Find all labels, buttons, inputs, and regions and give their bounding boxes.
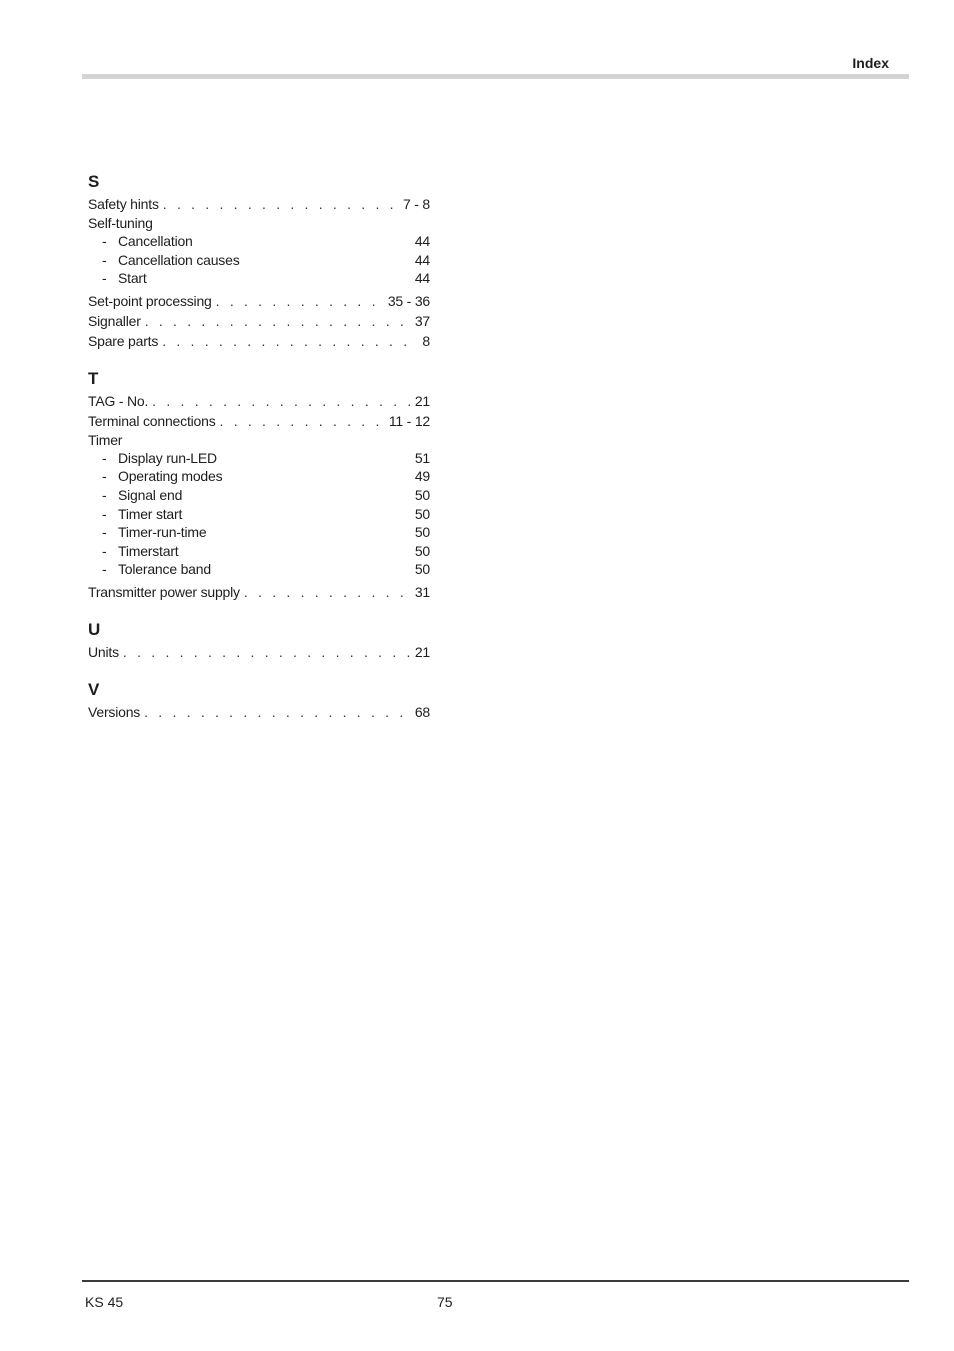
sub-entry-label: Display run-LED [118, 449, 217, 466]
section-letter: U [88, 619, 101, 639]
sub-marker: - [102, 233, 107, 249]
entry-label: Units [88, 643, 119, 660]
entry-page: 68 [414, 703, 430, 720]
sub-entry-page: 50 [414, 486, 430, 503]
index-entry [88, 411, 430, 431]
sub-marker: - [102, 542, 107, 559]
dot-leader [152, 391, 411, 411]
sub-entry-page: 44 [414, 233, 430, 249]
footer-rule [82, 1280, 909, 1282]
sub-marker: - [102, 524, 107, 541]
sub-marker: - [102, 449, 107, 466]
entry-page: 8 [422, 332, 430, 349]
dot-leader [163, 194, 399, 214]
group-label: Self-tuning [88, 215, 153, 231]
sub-marker: - [102, 468, 107, 485]
group-label: Timer [88, 431, 123, 448]
index-entry [88, 702, 430, 722]
dot-leader [244, 582, 411, 602]
index-entry [88, 291, 430, 311]
header-rule [82, 74, 909, 79]
sub-entry [88, 232, 430, 251]
index-entry [88, 194, 430, 214]
dot-leader [220, 411, 385, 431]
entry-page: 21 [414, 392, 430, 409]
sub-marker: - [102, 505, 107, 522]
index-section [88, 170, 430, 351]
entry-label: Spare parts [88, 332, 159, 349]
sub-entry-label: Timerstart [118, 542, 179, 559]
index-section [88, 367, 430, 602]
index-entry [88, 311, 430, 331]
sub-entry-label: Start [118, 270, 147, 287]
footer-product: KS 45 [85, 1294, 124, 1310]
section-letter: S [88, 172, 100, 191]
sub-entry-page: 49 [414, 468, 430, 485]
sub-entry [88, 560, 430, 579]
sub-entry-page: 50 [414, 542, 430, 559]
sub-entry [88, 269, 430, 288]
dot-leader [145, 311, 411, 331]
sub-entry-page: 50 [414, 524, 430, 541]
index-section [88, 678, 430, 722]
entry-label: Set-point processing [88, 292, 212, 309]
sub-entry [88, 449, 430, 468]
index-group [88, 214, 430, 288]
sub-marker: - [102, 270, 107, 287]
sub-marker: - [102, 561, 107, 578]
page-header-title: Index [852, 55, 889, 71]
entry-page: 21 [414, 643, 430, 660]
sub-entry-page: 50 [414, 505, 430, 522]
sub-entry [88, 251, 430, 270]
dot-leader [216, 291, 384, 311]
sub-entry-page: 44 [414, 270, 430, 287]
sub-entry-label: Timer-run-time [118, 524, 207, 541]
sub-entry-label: Signal end [118, 486, 183, 503]
sub-entry-page: 44 [414, 251, 430, 268]
sub-marker: - [102, 486, 107, 503]
index-section [88, 618, 430, 662]
entry-label: Terminal connections [88, 412, 216, 429]
entry-label: Signaller [88, 312, 141, 329]
index-entry [88, 642, 430, 662]
sub-marker: - [102, 251, 107, 268]
sub-entry-label: Operating modes [118, 468, 223, 485]
sub-entry-page: 51 [414, 449, 430, 466]
index-entry [88, 331, 430, 351]
dot-leader [123, 642, 411, 662]
footer-page-number: 75 [437, 1294, 453, 1310]
section-letter: T [88, 368, 99, 388]
index-entry [88, 391, 430, 411]
entry-page: 7 - 8 [402, 196, 430, 212]
entry-label: Safety hints [88, 196, 159, 212]
dot-leader [162, 331, 418, 351]
entry-page: 11 - 12 [388, 412, 430, 429]
sub-entry [88, 467, 430, 486]
entry-page: 35 - 36 [387, 292, 430, 309]
sub-entry [88, 505, 430, 524]
sub-entry-label: Cancellation [118, 233, 193, 249]
entry-page: 31 [414, 583, 430, 600]
sub-entry [88, 542, 430, 561]
index-group [88, 431, 430, 579]
sub-entry-label: Cancellation causes [118, 251, 240, 268]
sub-entry-label: Tolerance band [118, 561, 211, 578]
entry-label: Transmitter power supply [88, 583, 240, 600]
index-column [88, 170, 430, 738]
sub-entry-page: 50 [414, 561, 430, 578]
sub-entry-label: Timer start [118, 505, 183, 522]
dot-leader [144, 702, 411, 722]
entry-label: Versions [88, 703, 141, 720]
section-letter: V [88, 679, 100, 699]
entry-page: 37 [414, 312, 430, 329]
entry-label: TAG - No. [88, 392, 149, 409]
index-entry [88, 582, 430, 602]
sub-entry [88, 486, 430, 505]
sub-entry [88, 523, 430, 542]
